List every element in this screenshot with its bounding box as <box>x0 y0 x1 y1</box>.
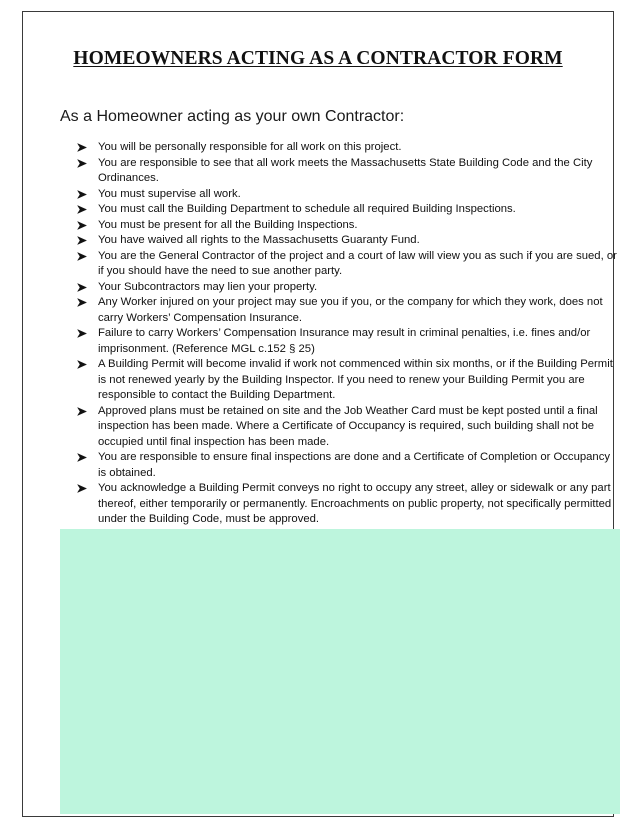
list-item <box>77 481 621 528</box>
list-item-text: You are responsible to see that all work meets the Massachusetts State Building Code and the City Ordinances. <box>98 156 593 184</box>
list-item-text: You will be personally responsible for all work on this project. <box>98 141 402 153</box>
list-item-text: You are responsible to ensure final inspections are done and a Certificate of Completion or Occupancy is obtained. <box>98 451 611 479</box>
arrowhead-bullet-icon <box>77 295 91 310</box>
list-item-text: You are the General Contractor of the project and a court of law will view you as such if you are sued, or if you should have the need to sue another party. <box>98 249 617 277</box>
arrowhead-bullet-icon <box>77 450 91 465</box>
list-item-text: A Building Permit will become invalid if work not commenced within six months, or if the Building Permit is not renewed yearly by the Building Inspector. If you need to renew your Building Permit you are responsible to contact the Building Department. <box>98 358 613 401</box>
arrowhead-bullet-icon <box>77 280 91 295</box>
list-item <box>77 295 621 326</box>
arrowhead-bullet-icon <box>77 218 91 233</box>
page-title-text: HOMEOWNERS ACTING AS A CONTRACTOR FORM <box>73 48 563 69</box>
list-item <box>77 187 621 203</box>
list-item-text: You must call the Building Department to schedule all required Building Inspections. <box>98 203 516 215</box>
arrowhead-bullet-icon <box>77 202 91 217</box>
arrowhead-bullet-icon <box>77 357 91 372</box>
list-item-text: Approved plans must be retained on site and the Job Weather Card must be kept posted until a final inspection has been made. Where a Certificate of Occupancy is required, such building shall not be occupied until final inspection has been made. <box>98 404 598 448</box>
arrowhead-bullet-icon <box>77 187 91 202</box>
list-item <box>77 156 621 187</box>
list-item <box>77 140 621 156</box>
list-item-text: You have waived all rights to the Massachusetts Guaranty Fund. <box>98 234 420 246</box>
list-item <box>77 249 621 280</box>
arrowhead-bullet-icon <box>77 481 91 496</box>
arrowhead-bullet-icon <box>77 156 91 171</box>
list-item-text: You acknowledge a Building Permit conveys no right to occupy any street, alley or sidewalk or any part thereof, either temporarily or permanently. Encroachments on public property, not specifically permitted under the Building Code, must be approved. <box>98 482 612 525</box>
list-item <box>77 280 621 296</box>
arrowhead-bullet-icon <box>77 233 91 248</box>
document-page <box>22 11 617 817</box>
list-item-text: You must supervise all work. <box>98 187 241 200</box>
list-item-text: Any Worker injured on your project may sue you if you, or the company for which they work, does not carry Workers’ Compensation Insurance. <box>98 296 603 324</box>
list-item-text: You must be present for all the Building Inspections. <box>98 218 358 231</box>
arrowhead-bullet-icon <box>77 404 91 419</box>
highlighted-blank-area <box>60 529 620 814</box>
list-item <box>77 450 621 481</box>
responsibility-list <box>77 140 621 528</box>
list-item-text: Failure to carry Workers’ Compensation Insurance may result in criminal penalties, i.e. fines and/or imprisonment. (Reference MGL c.152 § 25) <box>98 327 591 355</box>
list-item <box>77 233 621 249</box>
section-subheading: As a Homeowner acting as your own Contractor: <box>60 108 405 125</box>
list-item <box>77 404 621 451</box>
list-item <box>77 218 621 234</box>
list-item <box>77 202 621 218</box>
page-title <box>23 48 613 70</box>
arrowhead-bullet-icon <box>77 140 91 155</box>
list-item <box>77 357 621 404</box>
arrowhead-bullet-icon <box>77 326 91 341</box>
list-item <box>77 326 621 357</box>
list-item-text: Your Subcontractors may lien your property. <box>98 280 318 293</box>
arrowhead-bullet-icon <box>77 249 91 264</box>
